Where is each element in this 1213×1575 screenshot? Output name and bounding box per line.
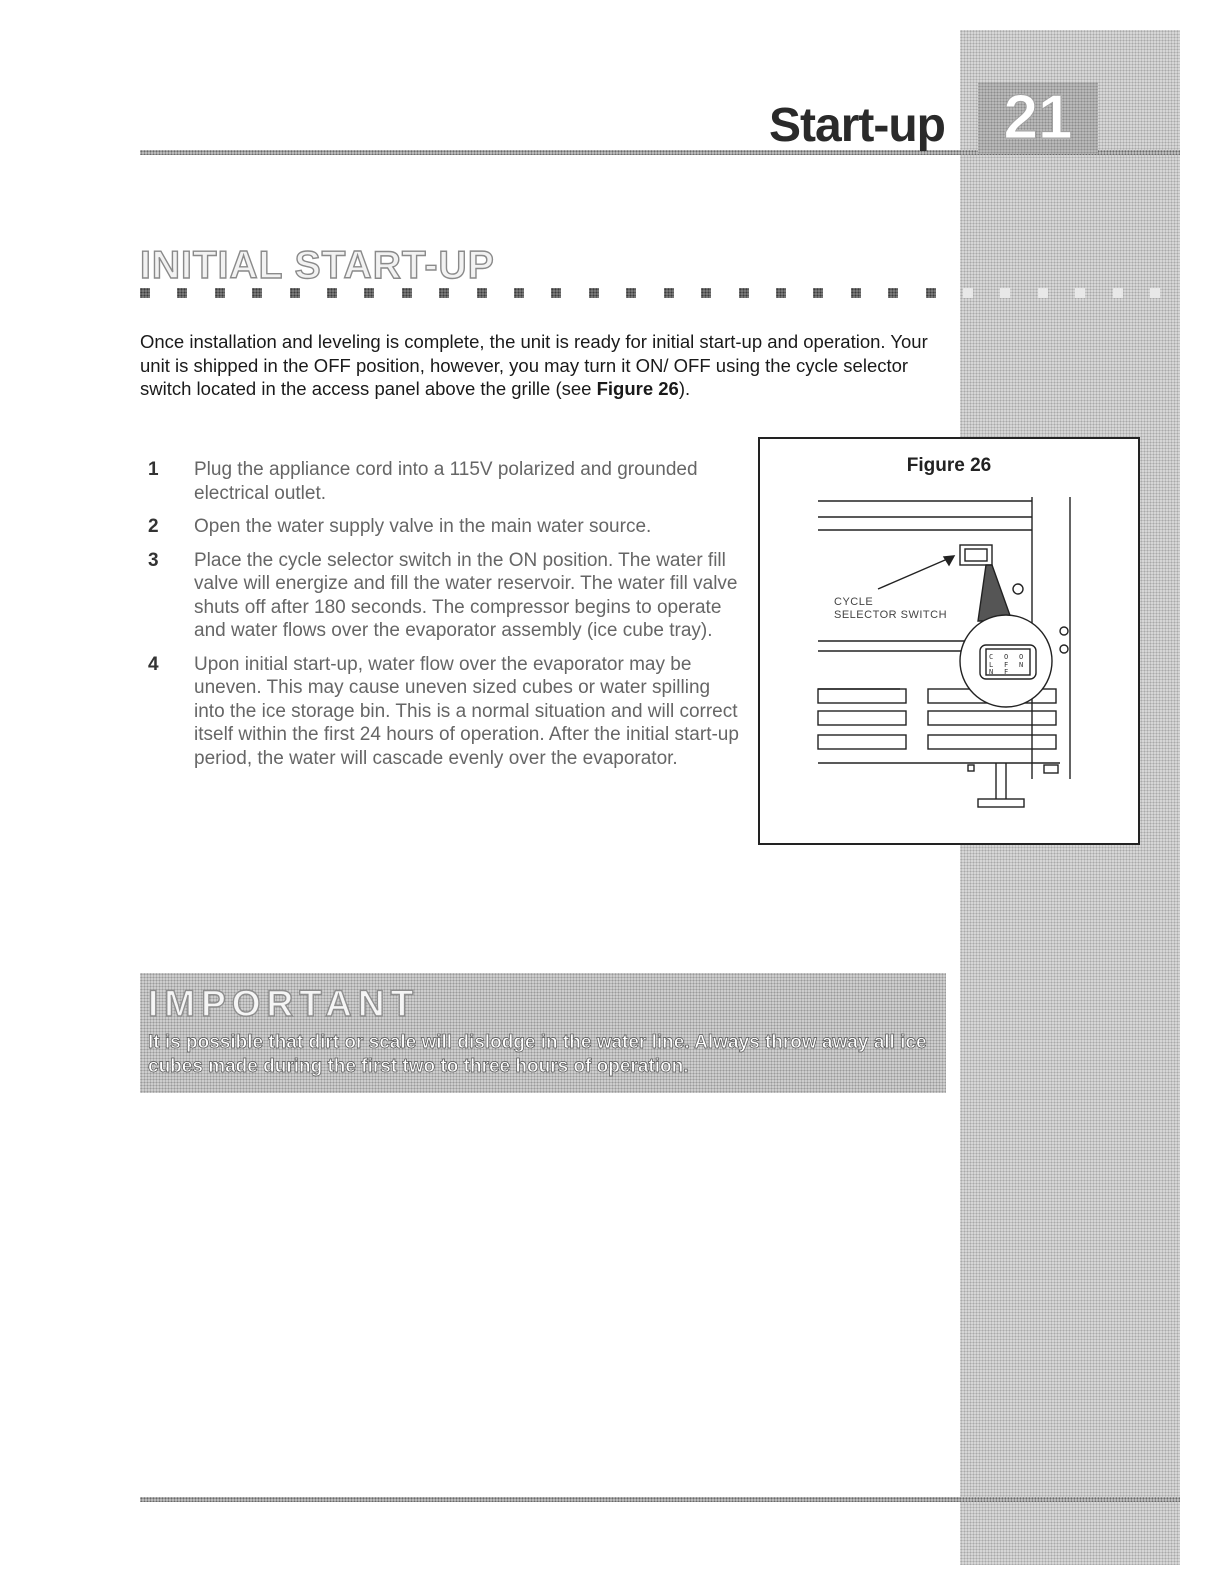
- switch-mark: N: [1019, 661, 1024, 669]
- step-item: [140, 515, 740, 539]
- switch-mark: O: [1004, 653, 1009, 661]
- section-heading: INITIAL START-UP: [140, 244, 495, 287]
- step-item: [140, 653, 740, 771]
- important-title: IMPORTANT: [148, 983, 420, 1024]
- section-name: Start-up: [769, 99, 945, 152]
- step-text: Plug the appliance cord into a 115V polarized and grounded electrical outlet.: [194, 459, 698, 504]
- intro-paragraph: Once installation and leveling is complete, the unit is ready for initial start-up and operation. Your unit is shipped in the OFF position, however, you may turn it ON/ OFF using the cycle selector switch located in the access panel above the grille (see Figure 26).: [140, 331, 928, 399]
- step-text: Open the water supply valve in the main water source.: [194, 516, 652, 537]
- switch-mark: O: [1019, 653, 1024, 661]
- page-number: 21: [978, 82, 1098, 154]
- figure-label: Figure 26: [906, 455, 992, 476]
- bottom-rule: [140, 1497, 1180, 1502]
- step-number: 1: [148, 459, 159, 480]
- square-divider: [140, 288, 1160, 302]
- step-number: 4: [148, 653, 159, 675]
- switch-mark: C: [989, 653, 994, 661]
- ice-maker-front-illustration: [760, 439, 1138, 843]
- step-number: 3: [148, 549, 159, 571]
- important-text: It is possible that dirt or scale will dislodge in the water line. Always throw away all ice cubes made during the first two to three hours of operation.: [148, 1032, 927, 1077]
- switch-mark: F: [1004, 668, 1009, 676]
- step-item: [140, 549, 740, 643]
- step-item: [140, 458, 740, 505]
- step-text: Upon initial start-up, water flow over the evaporator may be uneven. This may cause uneven sized cubes or water spilling into the ice storage bin. This is a normal situation and will correct itself within the first 24 hours of operation. After the initial start-up period, the water will cascade evenly over the evaporator.: [194, 653, 739, 769]
- callout-label-line2: SELECTOR SWITCH: [834, 609, 948, 621]
- callout-label-line1: CYCLE: [834, 596, 874, 608]
- step-number: 2: [148, 516, 159, 537]
- figure-reference: Figure 26: [596, 378, 679, 399]
- switch-mark: F: [1004, 661, 1009, 669]
- switch-mark: L: [989, 661, 994, 669]
- switch-mark: N: [989, 668, 994, 676]
- steps-list: [140, 458, 740, 780]
- important-notice: [140, 973, 946, 1093]
- step-text: Place the cycle selector switch in the ON position. The water fill valve will energize and fill the water reservoir. The water fill valve shuts off after 180 seconds. The compressor begins to operate and water flows over the evaporator assembly (ice cube tray).: [194, 549, 738, 641]
- figure-26: [758, 437, 1140, 845]
